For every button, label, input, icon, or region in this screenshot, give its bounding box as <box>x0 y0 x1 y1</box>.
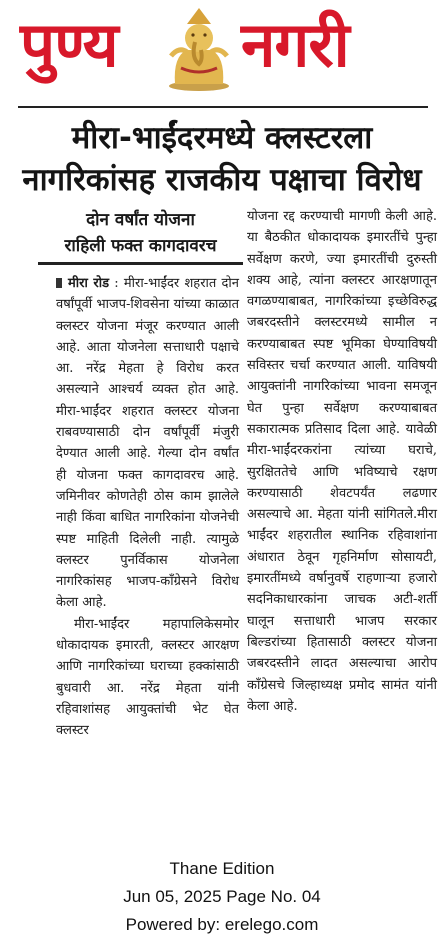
powered-by-label: Powered by: erelego.com <box>125 915 319 934</box>
headline-line-2: नागरिकांसह राजकीय पक्षाचा विरोध <box>22 162 422 198</box>
article-column-2: योजना रद्द करण्याची मागणी केली आहे. या बैठकीत धोकादायक इमारतींचे पुन्हा सर्वेक्षण करणे, ज्या इमारतींची दुरुस्ती शक्य आहे, त्यांना क्लस्टर आरक्षणातून वगळण्याबाबत, नागरिकांच्या इच्छेविरुद्ध जबरदस्तीने क्लस्टरमध्ये सामील न करण्याबाबत स्पष्ट भूमिका घेण्याविषयी सविस्तर चर्चा करण्यात आली. याविषयी आयुक्तांनी नागरिकांच्या भावना समजून घेत पुन्हा सर्वेक्षण करण्याबाबत सकारात्मक प्रतिसाद दिला आहे. यावेळी मीरा-भाईंदरकरांना त्यांच्या घराचे, सुरक्षिततेचे आणि भविष्याचे रक्षण करण्यासाठी शेवटपर्यंत लढणार असल्याचे आ. मेहता यांनी सांगितले.मीरा भाईंदर शहरातील स्थानिक रहिवाशांना अंधारात ठेवून गृहनिर्माण सोसायटी, इमारतींमध्ये वर्षानुवर्षे राहणाऱ्या हजारो सदनिकाधारकांना जाचक अटी-शर्ती घालून सत्ताधारी भाजप सरकार बिल्डरांच्या हितासाठी क्लस्टर योजना जबरदस्तीने लादत असल्याचा आरोप काँग्रेसचे जिल्हाध्यक्ष प्रमोद सामंत यांनी केला आहे. <box>247 209 437 714</box>
paragraph-1: मीरा रोड : मीरा-भाईंदर शहरात दोन वर्षांपूर्वी भाजप-शिवसेना यांच्या काळात क्लस्टर योजना मंजूर करण्यात आली आहे. आता योजनेला सत्ताधारी पक्षाचे आ. नरेंद्र मेहता हे विरोध करत असल्याने आश्चर्य व्यक्त होत आहे. मीरा-भाईंदर शहरात क्लस्टर योजना राबवण्यासाठी दोन वर्षांपूर्वी मंजुरी देण्यात आली आहे. गेल्या दोन वर्षांत ही योजना फक्त कागदावरच आहे. जमिनीवर कोणतेही ठोस काम झालेले नाही किंवा बाधित नागरिकांना योजनेची स्पष्ट माहिती दिलेली नाही. त्यामुळे क्लस्टर पुनर्विकास योजनेला नागरिकांसह भाजप-काँग्रेसने विरोध केला आहे. <box>56 276 239 611</box>
subhead-line-2: राहिली फक्त कागदावरच <box>64 236 217 256</box>
brand-name-right: नगरी <box>241 8 349 81</box>
dateline: मीरा रोड <box>68 276 110 291</box>
date-page-label: Jun 05, 2025 Page No. 04 <box>123 887 321 906</box>
brand-name-left: पुण्य <box>20 8 118 81</box>
paragraph-2: मीरा-भाईंदर महापालिकेसमोर धोकादायक इमारती, क्लस्टर आरक्षण आणि नागरिकांच्या घराच्या हक्कांसाठी बुधवारी आ. नरेंद्र मेहता यांनी रहिवाशांसह आयुक्तांची भेट घेत क्लस्टर <box>56 616 239 739</box>
masthead-divider <box>18 106 428 108</box>
bullet-icon <box>56 278 62 288</box>
headline-line-1: मीरा-भाईंदरमध्ये क्लस्टरला <box>71 120 373 156</box>
masthead <box>0 0 444 104</box>
edition-label: Thane Edition <box>169 859 275 878</box>
subhead-line-1: दोन वर्षांत योजना <box>86 210 195 230</box>
article-column-1 <box>56 273 239 742</box>
ganesha-icon <box>165 6 233 92</box>
subhead-underline <box>38 262 243 265</box>
paragraph-1-text: मीरा-भाईंदर शहरात दोन वर्षांपूर्वी भाजप-शिवसेना यांच्या काळात क्लस्टर योजना मंजूर करण्यात आली आहे. आता योजनेला सत्ताधारी पक्षाचे आ. नरेंद्र मेहता हे विरोध करत असल्याने आश्चर्य व्यक्त होत आहे. मीरा-भाईंदर शहरात क्लस्टर योजना राबवण्यासाठी दोन वर्षांपूर्वी मंजुरी देण्यात आली आहे. गेल्या दोन वर्षांत ही योजना फक्त कागदावरच आहे. जमिनीवर कोणतेही ठोस काम झालेले नाही किंवा बाधित नागरिकांना योजनेची स्पष्ट माहिती दिलेली नाही. त्यामुळे क्लस्टर पुनर्विकास योजनेला नागरिकांसह भाजप-काँग्रेसने विरोध केला आहे. <box>56 276 239 611</box>
